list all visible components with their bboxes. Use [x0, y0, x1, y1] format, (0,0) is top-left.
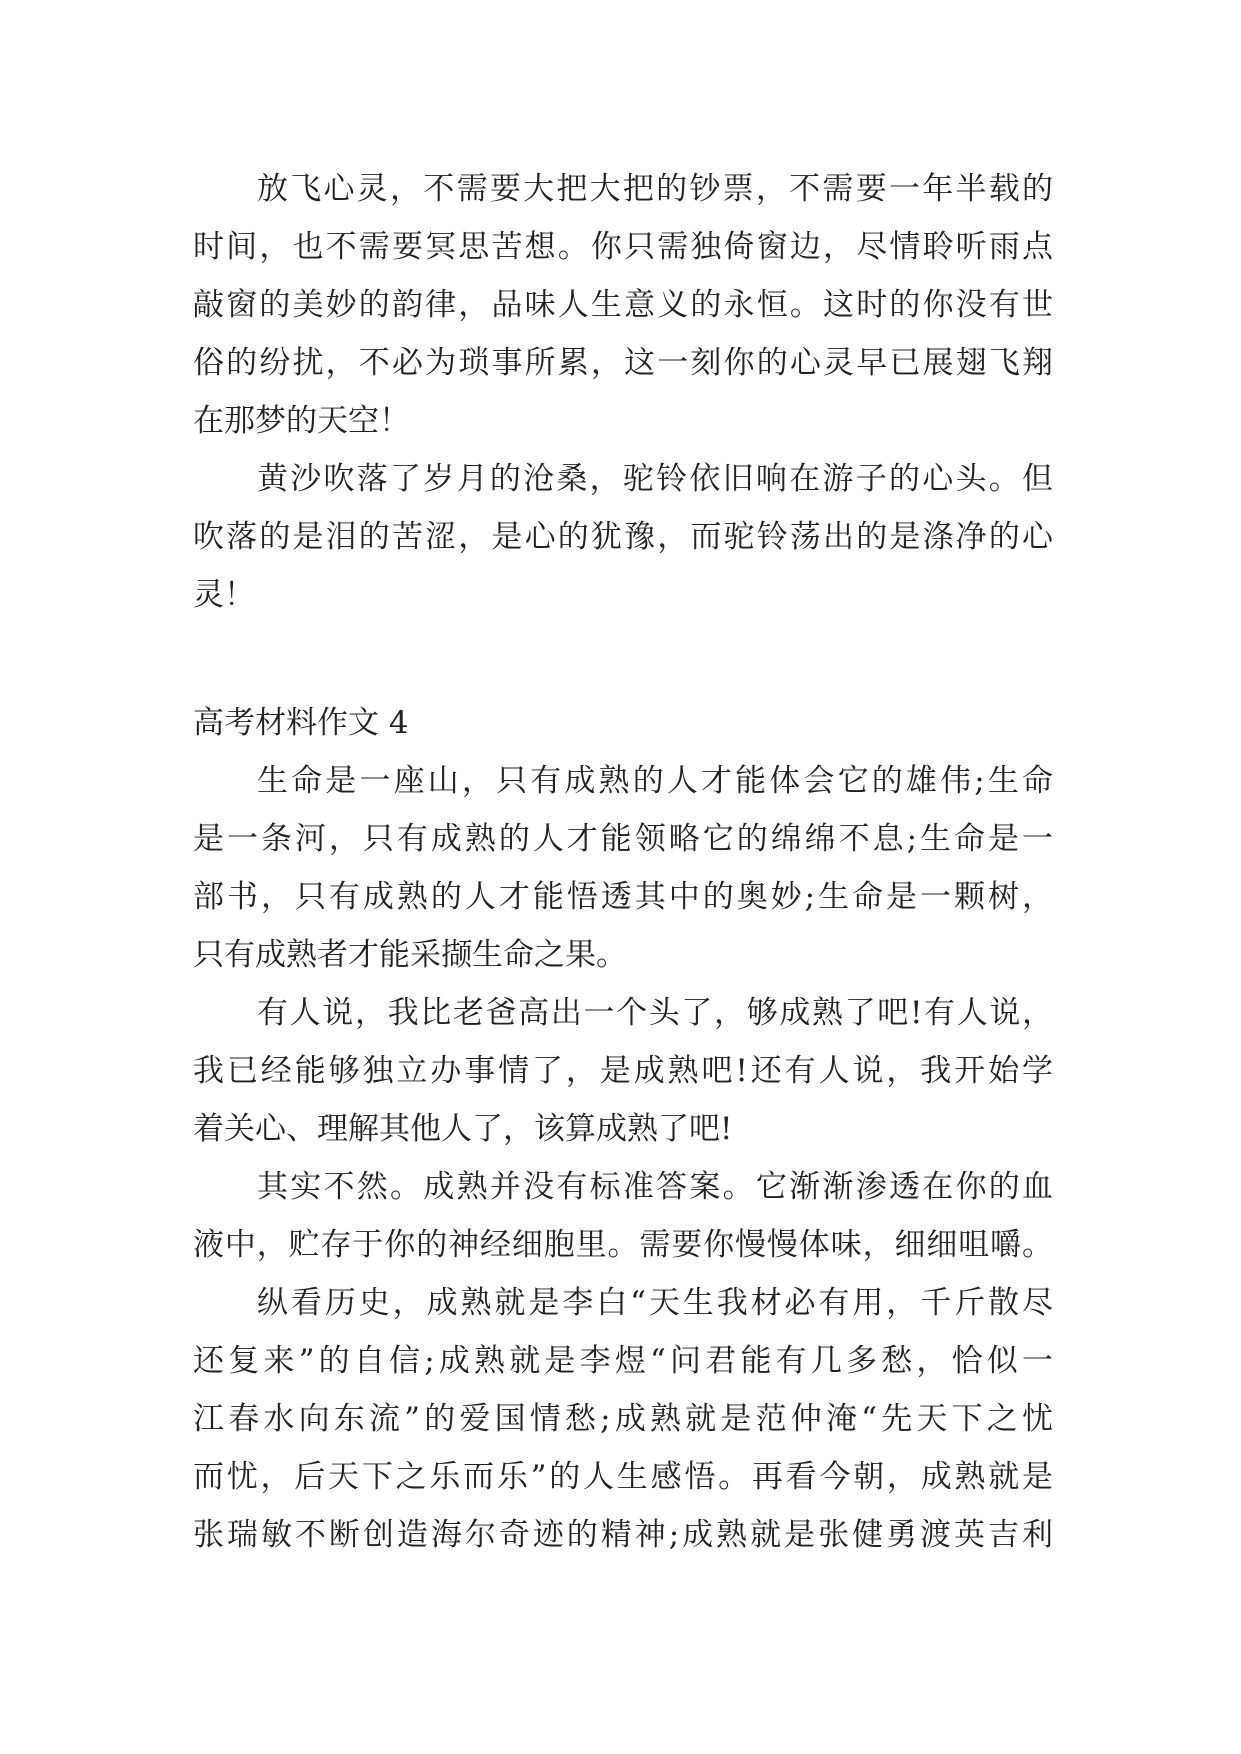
section-heading: 高考材料作文 4 [193, 705, 409, 741]
text-line: 江春水向东流”的爱国情愁;成熟就是范仲淹“先天下之忧 [193, 1401, 1053, 1437]
text-line: 部书，只有成熟的人才能悟透其中的奥妙;生命是一颗树， [193, 879, 1053, 915]
document-body [193, 160, 1053, 1564]
text-line: 灵！ [193, 577, 255, 613]
text-line: 俗的纷扰，不必为琐事所累，这一刻你的心灵早已展翅飞翔 [193, 345, 1053, 381]
text-line: 我已经能够独立办事情了，是成熟吧!还有人说，我开始学 [193, 1053, 1053, 1089]
text-line: 敲窗的美妙的韵律，品味人生意义的永恒。这时的你没有世 [193, 287, 1053, 323]
paragraph-4 [193, 984, 1053, 1158]
text-line: 有人说，我比老爸高出一个头了，够成熟了吧!有人说， [257, 995, 1053, 1031]
text-line: 吹落的是泪的苦涩，是心的犹豫，而驼铃荡出的是涤净的心 [193, 519, 1053, 555]
text-line: 只有成熟者才能采撷生命之果。 [193, 937, 627, 973]
section-spacer [193, 624, 1053, 694]
paragraph-1 [193, 160, 1053, 450]
text-line: 而忧，后天下之乐而乐”的人生感悟。再看今朝，成熟就是 [193, 1459, 1053, 1495]
text-line: 还复来”的自信;成熟就是李煜“问君能有几多愁，恰似一 [193, 1343, 1053, 1379]
paragraph-6 [193, 1274, 1053, 1564]
text-line: 生命是一座山，只有成熟的人才能体会它的雄伟;生命 [257, 763, 1053, 799]
text-line: 张瑞敏不断创造海尔奇迹的精神;成熟就是张健勇渡英吉利 [193, 1517, 1053, 1553]
text-line: 液中，贮存于你的神经细胞里。需要你慢慢体味，细细咀嚼。 [193, 1227, 1053, 1263]
paragraph-2 [193, 450, 1053, 624]
text-line: 纵看历史，成熟就是李白“天生我材必有用，千斤散尽 [257, 1285, 1053, 1321]
paragraph-5 [193, 1158, 1053, 1274]
text-line: 着关心、理解其他人了，该算成熟了吧! [193, 1111, 733, 1147]
text-line: 黄沙吹落了岁月的沧桑，驼铃依旧响在游子的心头。但 [257, 461, 1053, 497]
paragraph-3 [193, 752, 1053, 984]
text-line: 是一条河，只有成熟的人才能领略它的绵绵不息;生命是一 [193, 821, 1053, 857]
text-line: 放飞心灵，不需要大把大把的钞票，不需要一年半载的 [257, 171, 1053, 207]
text-line: 其实不然。成熟并没有标准答案。它渐渐渗透在你的血 [257, 1169, 1053, 1205]
text-line: 时间，也不需要冥思苦想。你只需独倚窗边，尽情聆听雨点 [193, 229, 1053, 265]
text-line: 在那梦的天空！ [193, 403, 410, 439]
